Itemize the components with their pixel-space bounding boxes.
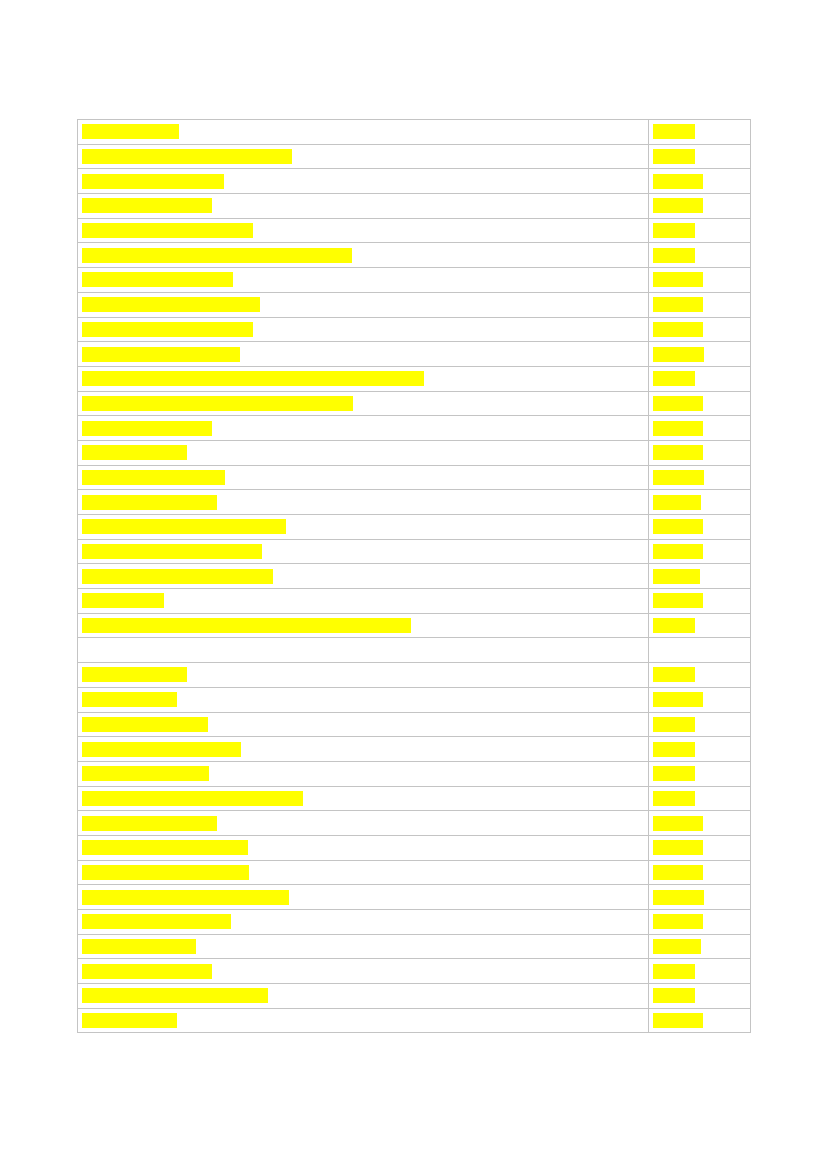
- value-cell: [649, 959, 751, 984]
- table-row: [78, 515, 751, 540]
- name-cell: [78, 835, 649, 860]
- redaction-bar: [653, 124, 695, 139]
- table-row: [78, 243, 751, 268]
- name-cell: [78, 860, 649, 885]
- redaction-bar: [82, 692, 177, 707]
- value-cell: [649, 366, 751, 391]
- table-row: [78, 218, 751, 243]
- name-cell: [78, 440, 649, 465]
- redaction-bar: [82, 840, 248, 855]
- redaction-bar: [82, 248, 352, 263]
- value-cell: [649, 811, 751, 836]
- value-cell: [649, 613, 751, 638]
- name-cell: [78, 564, 649, 589]
- redaction-bar: [653, 347, 704, 362]
- redaction-bar: [653, 717, 695, 732]
- value-cell: [649, 342, 751, 367]
- redaction-bar: [82, 124, 179, 139]
- redaction-bar: [653, 964, 695, 979]
- table-row: [78, 144, 751, 169]
- value-cell: [649, 268, 751, 293]
- value-cell: [649, 638, 751, 663]
- table-row: [78, 934, 751, 959]
- name-cell: [78, 292, 649, 317]
- redaction-bar: [82, 742, 241, 757]
- value-cell: [649, 712, 751, 737]
- value-cell: [649, 169, 751, 194]
- redaction-bar: [82, 865, 249, 880]
- redaction-bar: [653, 742, 695, 757]
- value-cell: [649, 984, 751, 1009]
- name-cell: [78, 885, 649, 910]
- table-row: [78, 366, 751, 391]
- redaction-bar: [82, 667, 187, 682]
- value-cell: [649, 786, 751, 811]
- table-body: [78, 120, 751, 1033]
- redaction-bar: [653, 618, 695, 633]
- value-cell: [649, 292, 751, 317]
- value-cell: [649, 589, 751, 614]
- redaction-bar: [653, 766, 695, 781]
- redaction-bar: [82, 297, 260, 312]
- value-cell: [649, 687, 751, 712]
- table-row: [78, 984, 751, 1009]
- name-cell: [78, 984, 649, 1009]
- table-row: [78, 663, 751, 688]
- redaction-bar: [82, 964, 212, 979]
- name-cell: [78, 342, 649, 367]
- redaction-bar: [82, 495, 217, 510]
- redaction-bar: [82, 322, 253, 337]
- table-row: [78, 687, 751, 712]
- redaction-bar: [653, 174, 703, 189]
- name-cell: [78, 120, 649, 145]
- redaction-bar: [82, 445, 187, 460]
- table-row: [78, 120, 751, 145]
- value-cell: [649, 885, 751, 910]
- table-row: [78, 786, 751, 811]
- value-cell: [649, 490, 751, 515]
- redaction-bar: [653, 840, 703, 855]
- table-row: [78, 268, 751, 293]
- table-row: [78, 465, 751, 490]
- value-cell: [649, 317, 751, 342]
- name-cell: [78, 144, 649, 169]
- redaction-bar: [82, 174, 224, 189]
- value-cell: [649, 910, 751, 935]
- redaction-bar: [82, 421, 212, 436]
- value-cell: [649, 194, 751, 219]
- redaction-bar: [653, 297, 703, 312]
- table-row: [78, 910, 751, 935]
- redaction-bar: [82, 396, 353, 411]
- redaction-bar: [82, 791, 303, 806]
- name-cell: [78, 1008, 649, 1033]
- value-cell: [649, 243, 751, 268]
- value-cell: [649, 737, 751, 762]
- name-cell: [78, 391, 649, 416]
- redaction-bar: [653, 445, 703, 460]
- redaction-bar: [653, 248, 695, 263]
- table-row: [78, 737, 751, 762]
- value-cell: [649, 539, 751, 564]
- redaction-bar: [653, 322, 703, 337]
- redaction-bar: [653, 421, 703, 436]
- redaction-bar: [653, 569, 700, 584]
- redaction-bar: [82, 816, 217, 831]
- redaction-bar: [653, 544, 703, 559]
- redaction-bar: [82, 914, 231, 929]
- redaction-bar: [653, 593, 703, 608]
- table-row: [78, 811, 751, 836]
- name-cell: [78, 515, 649, 540]
- value-cell: [649, 218, 751, 243]
- table-row: [78, 638, 751, 663]
- redaction-bar: [653, 865, 703, 880]
- table-row: [78, 712, 751, 737]
- redaction-bar: [82, 717, 208, 732]
- name-cell: [78, 465, 649, 490]
- redaction-bar: [82, 766, 209, 781]
- value-cell: [649, 120, 751, 145]
- table-row: [78, 959, 751, 984]
- redaction-bar: [653, 223, 695, 238]
- name-cell: [78, 169, 649, 194]
- redaction-bar: [653, 667, 695, 682]
- redaction-bar: [653, 914, 703, 929]
- redaction-bar: [653, 791, 695, 806]
- value-cell: [649, 440, 751, 465]
- redaction-bar: [82, 1013, 177, 1028]
- redaction-bar: [653, 1013, 703, 1028]
- redaction-bar: [653, 495, 701, 510]
- value-cell: [649, 144, 751, 169]
- redaction-bar: [82, 470, 225, 485]
- value-cell: [649, 663, 751, 688]
- table-row: [78, 564, 751, 589]
- redaction-bar: [653, 519, 703, 534]
- name-cell: [78, 663, 649, 688]
- value-cell: [649, 835, 751, 860]
- value-cell: [649, 416, 751, 441]
- redaction-bar: [653, 890, 704, 905]
- redaction-bar: [653, 470, 704, 485]
- name-cell: [78, 613, 649, 638]
- redaction-bar: [653, 198, 703, 213]
- name-cell: [78, 761, 649, 786]
- redaction-bar: [82, 569, 273, 584]
- redaction-bar: [82, 988, 268, 1003]
- table-row: [78, 835, 751, 860]
- name-cell: [78, 243, 649, 268]
- value-cell: [649, 465, 751, 490]
- redaction-bar: [82, 519, 286, 534]
- redaction-bar: [653, 149, 695, 164]
- name-cell: [78, 366, 649, 391]
- table-row: [78, 1008, 751, 1033]
- redaction-bar: [82, 347, 240, 362]
- redaction-bar: [82, 618, 411, 633]
- value-cell: [649, 934, 751, 959]
- redaction-bar: [653, 371, 695, 386]
- table-row: [78, 292, 751, 317]
- value-cell: [649, 860, 751, 885]
- table-row: [78, 539, 751, 564]
- redaction-bar: [82, 223, 253, 238]
- redaction-bar: [82, 890, 289, 905]
- name-cell: [78, 687, 649, 712]
- value-cell: [649, 761, 751, 786]
- redaction-bar: [82, 939, 196, 954]
- table-row: [78, 416, 751, 441]
- name-cell: [78, 712, 649, 737]
- redaction-bar: [653, 988, 695, 1003]
- redaction-bar: [82, 149, 292, 164]
- table-row: [78, 391, 751, 416]
- redaction-bar: [653, 272, 703, 287]
- name-cell: [78, 268, 649, 293]
- table-row: [78, 761, 751, 786]
- table-row: [78, 589, 751, 614]
- value-cell: [649, 564, 751, 589]
- redaction-bar: [653, 816, 703, 831]
- table-row: [78, 342, 751, 367]
- name-cell: [78, 589, 649, 614]
- redaction-bar: [82, 593, 164, 608]
- redaction-bar: [653, 939, 701, 954]
- name-cell: [78, 194, 649, 219]
- name-cell: [78, 539, 649, 564]
- table-row: [78, 490, 751, 515]
- name-cell: [78, 218, 649, 243]
- name-cell: [78, 934, 649, 959]
- value-cell: [649, 515, 751, 540]
- name-cell: [78, 737, 649, 762]
- name-cell: [78, 786, 649, 811]
- name-cell: [78, 811, 649, 836]
- value-cell: [649, 391, 751, 416]
- name-cell: [78, 490, 649, 515]
- redaction-bar: [653, 396, 703, 411]
- table-row: [78, 613, 751, 638]
- redacted-table: [77, 119, 751, 1033]
- table-row: [78, 317, 751, 342]
- table-row: [78, 169, 751, 194]
- redaction-bar: [82, 272, 233, 287]
- name-cell: [78, 416, 649, 441]
- redaction-bar: [82, 371, 424, 386]
- name-cell: [78, 638, 649, 663]
- name-cell: [78, 317, 649, 342]
- name-cell: [78, 959, 649, 984]
- name-cell: [78, 910, 649, 935]
- redaction-bar: [82, 544, 262, 559]
- table-row: [78, 440, 751, 465]
- redaction-bar: [653, 692, 703, 707]
- table-row: [78, 194, 751, 219]
- redaction-bar: [82, 198, 212, 213]
- table-row: [78, 885, 751, 910]
- value-cell: [649, 1008, 751, 1033]
- table-row: [78, 860, 751, 885]
